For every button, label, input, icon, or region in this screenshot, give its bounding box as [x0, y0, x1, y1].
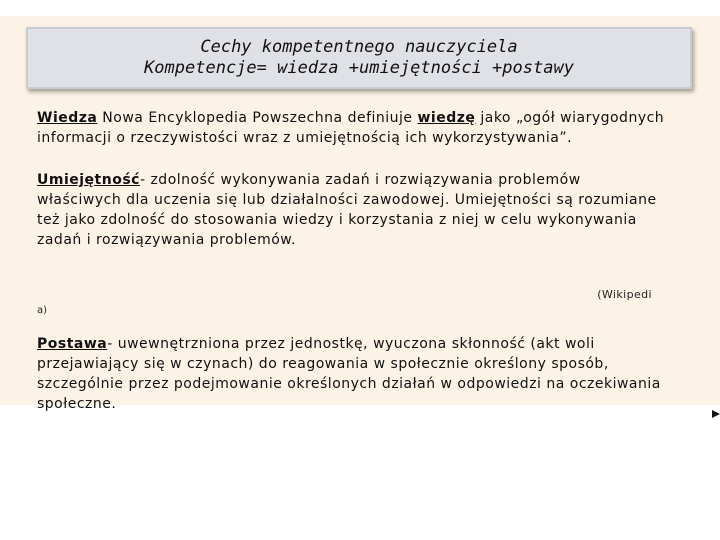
- term-postawa: Postawa: [37, 336, 108, 352]
- wiedza-text-2: jako „ogół wiarygodnych informacji o rzeczywistości wraz z umiejętnością ich wykorzystywania”.: [37, 110, 665, 146]
- wiedza-emphasis: wiedzę: [417, 110, 476, 126]
- term-umiejetnosc: Umiejętność: [37, 172, 140, 188]
- postawa-text: - uwewnętrzniona przez jednostkę, wyuczona skłonność (akt woli przejawiający się w czynach) do reagowania w społecznie określony sposób, szczególnie przez podejmowanie określonych działań w odpowiedzi na oczekiwania społeczne.: [37, 336, 661, 412]
- wiedza-text-1: Nowa Encyklopedia Powszechna definiuje: [97, 110, 418, 126]
- paragraph-postawa: [37, 334, 667, 414]
- slide-title: Cechy kompetentnego nauczyciela: [200, 37, 518, 57]
- slide-edge-marker: [712, 410, 720, 418]
- paragraph-wiedza: [37, 108, 667, 148]
- source-citation: (Wikipedi: [597, 288, 652, 301]
- title-box: [26, 27, 692, 89]
- content-body: [37, 108, 667, 250]
- paragraph-umiejetnosc: [37, 170, 667, 250]
- umiejetnosc-text: - zdolność wykonywania zadań i rozwiązywania problemów właściwych dla uczenia się lub działalności zawodowej. Umiejętności są rozumiane też jako zdolność do stosowania wiedzy i korzystania z niej w celu wykonywania zadań i rozwiązywania problemów.: [37, 172, 657, 248]
- term-wiedza: Wiedza: [37, 110, 98, 126]
- slide-subtitle: Kompetencje= wiedza +umiejętności +postawy: [144, 58, 574, 78]
- source-citation-tail: a): [37, 305, 48, 316]
